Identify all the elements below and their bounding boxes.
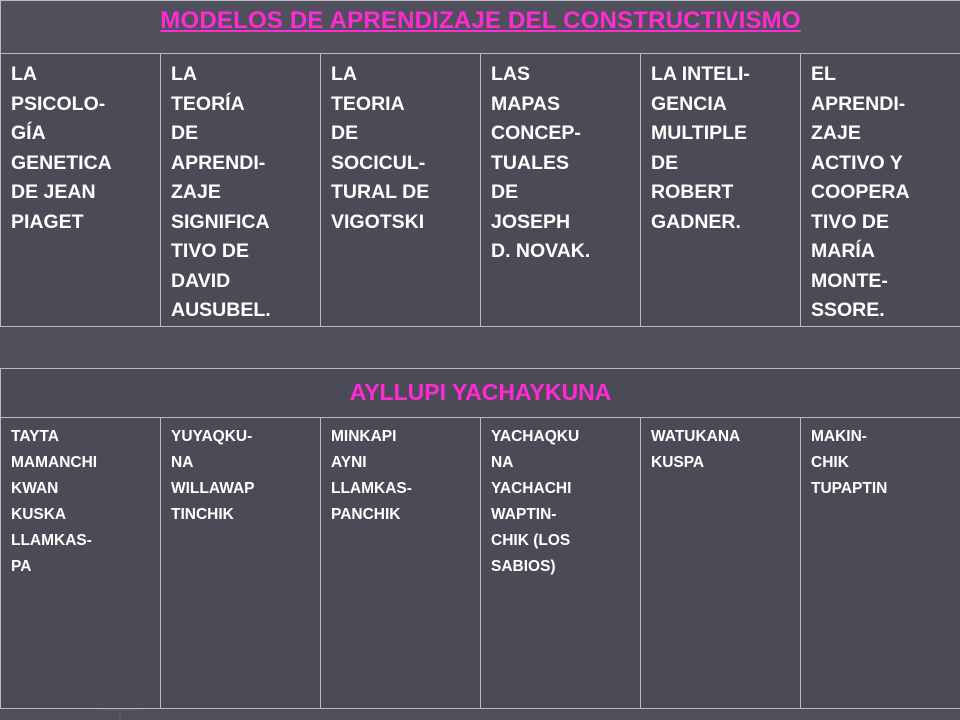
cell-text: LA TEORÍA DE APRENDI- ZAJE SIGNIFICA TIVO DE DAVID AUSUBEL. (171, 63, 271, 321)
cell-text: LA TEORIA DE SOCICUL- TURAL DE VIGOTSKI (331, 63, 430, 233)
table-title-cell (1, 1, 960, 54)
table-title: AYLLUPI YACHAYKUNA (349, 379, 612, 405)
table-cell (161, 54, 321, 327)
cell-text: EL APRENDI- ZAJE ACTIVO Y COOPERA TIVO DE MARÍA MONTE- SSORE. (811, 63, 910, 321)
cell-text: YACHAQKU NA YACHACHI WAPTIN- CHIK (LOS SABIOS) (491, 428, 580, 575)
table-cell (321, 418, 481, 709)
table-cell (1, 54, 161, 327)
cell-text: TAYTA MAMANCHI KWAN KUSKA LLAMKAS- PA (11, 428, 98, 575)
table-cell (641, 418, 801, 709)
table-cell (1, 418, 161, 709)
cell-text: LA PSICOLO- GÍA GENETICA DE JEAN PIAGET (11, 63, 112, 233)
constructivism-models-table (0, 0, 960, 327)
ayllupi-yachaykuna-table (0, 368, 960, 709)
cell-text: LA INTELI- GENCIA MULTIPLE DE ROBERT GADNER. (651, 63, 750, 233)
cell-text: YUYAQKU- NA WILLAWAP TINCHIK (171, 428, 255, 523)
table-title: MODELOS DE APRENDIZAJE DEL CONSTRUCTIVISMO (160, 7, 801, 34)
cell-text: WATUKANA KUSPA (651, 428, 741, 471)
table-cell (161, 418, 321, 709)
cell-text: MAKIN- CHIK TUPAPTIN (811, 428, 888, 497)
table-title-row (1, 369, 960, 418)
cell-text: LAS MAPAS CONCEP- TUALES DE JOSEPH D. NOVAK. (491, 63, 591, 262)
table-cell (481, 54, 641, 327)
table-row (1, 418, 960, 709)
table-cell (641, 54, 801, 327)
table-cell (321, 54, 481, 327)
table-cell (481, 418, 641, 709)
table-cell (801, 418, 960, 709)
table-row (1, 54, 960, 327)
table-title-row (1, 1, 960, 54)
table-title-cell (1, 369, 960, 418)
table-cell (801, 54, 960, 327)
cell-text: MINKAPI AYNI LLAMKAS- PANCHIK (331, 428, 412, 523)
